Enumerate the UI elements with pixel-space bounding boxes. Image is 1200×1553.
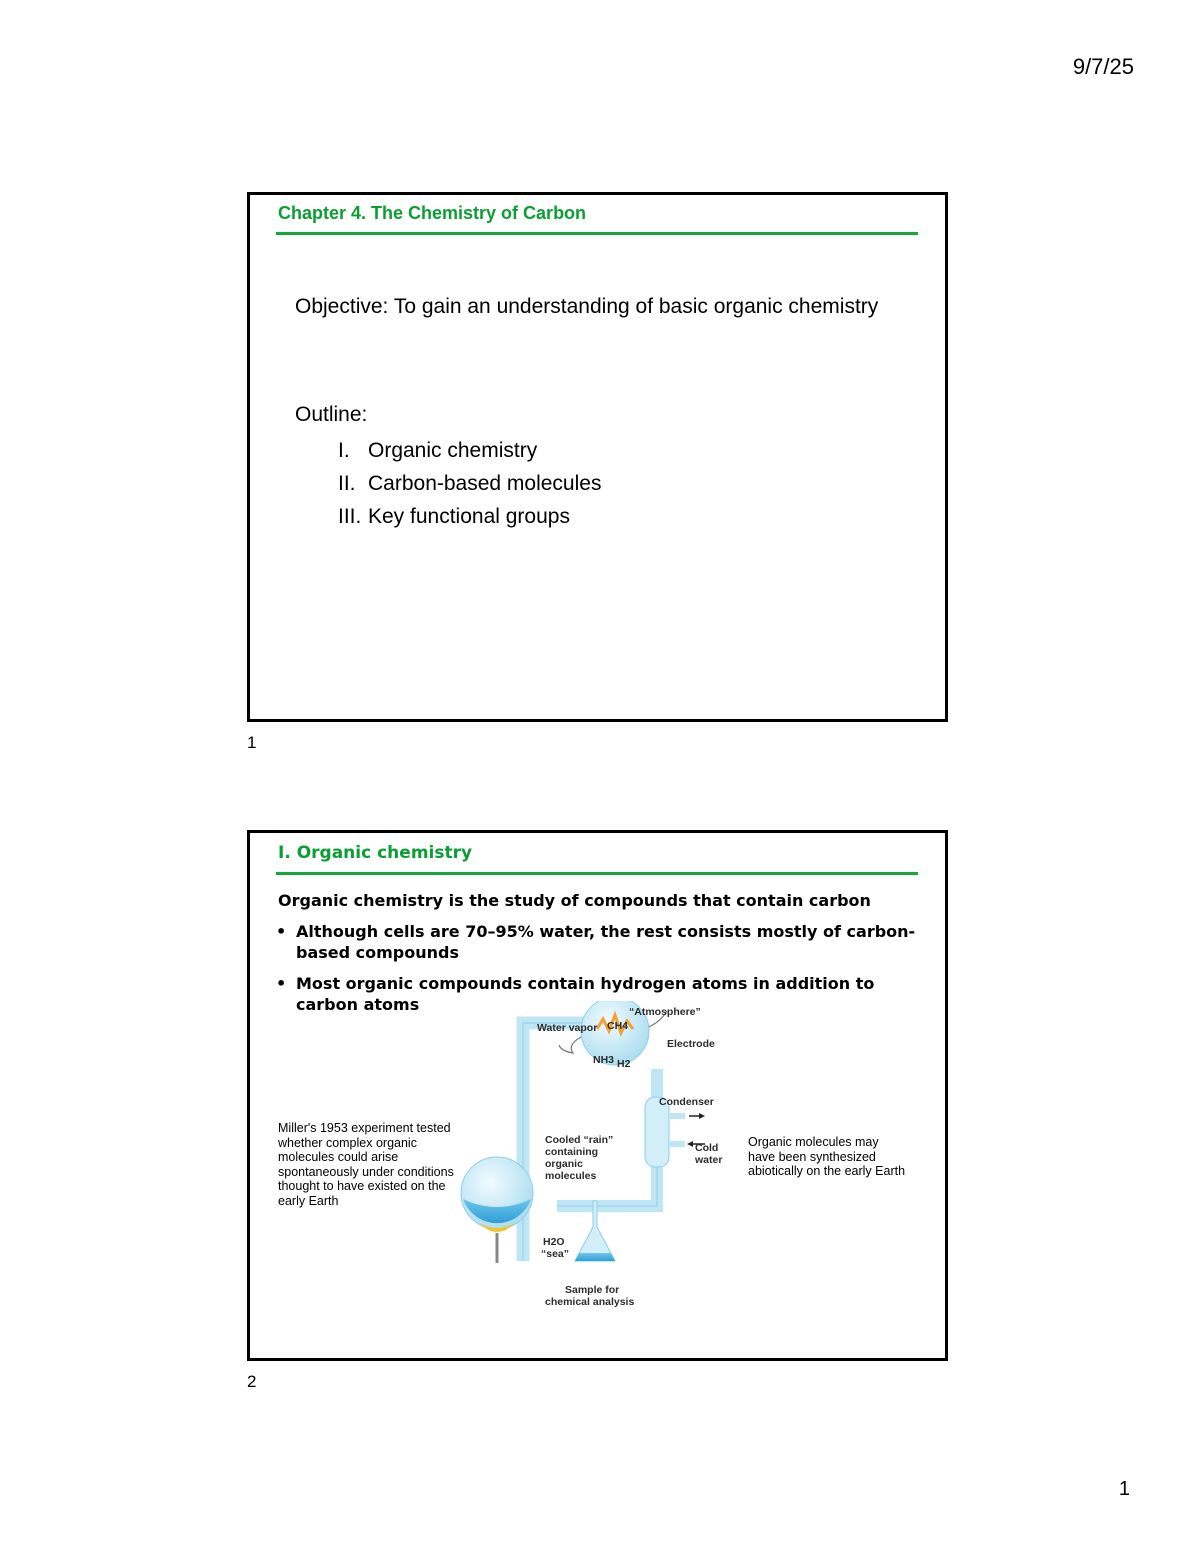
water-vapor-label: Water vapor xyxy=(537,1022,598,1034)
cooled-rain-label: molecules xyxy=(545,1170,597,1182)
outline-item-text: Organic chemistry xyxy=(368,439,538,462)
outline-item-number: II. xyxy=(338,472,356,495)
slide-1-number: 1 xyxy=(247,733,257,752)
slide-2 xyxy=(247,830,948,1361)
slide-2-title: I. Organic chemistry xyxy=(278,843,473,863)
title-rule xyxy=(276,872,918,875)
bullet-dot: • xyxy=(276,922,287,941)
sea-label: “sea” xyxy=(541,1248,570,1260)
title-rule xyxy=(276,232,918,235)
slide-2-number: 2 xyxy=(247,1372,257,1391)
page-number: 1 xyxy=(1118,1478,1130,1500)
condenser-label: Condenser xyxy=(659,1096,714,1108)
miller-apparatus-figure xyxy=(457,1001,747,1319)
condenser-outlet xyxy=(669,1113,685,1119)
cold-water-arrowhead xyxy=(687,1141,693,1147)
cold-water-label: Cold xyxy=(695,1142,719,1154)
nh3-label: NH3 xyxy=(593,1054,615,1066)
outlet-arrowhead xyxy=(699,1113,705,1119)
bullet-dot: • xyxy=(276,974,287,993)
electrode-wire-left xyxy=(559,1037,581,1053)
sample-label: Sample for xyxy=(565,1284,620,1296)
bullet-item xyxy=(276,921,926,963)
objective-text: Objective: To gain an understanding of basic organic chemistry xyxy=(295,295,879,318)
outline-item-number: III. xyxy=(338,505,362,528)
ch4-label: CH4 xyxy=(607,1020,629,1032)
outline-item-text: Key functional groups xyxy=(368,505,570,528)
h2-label: H2 xyxy=(617,1058,631,1070)
lead-text: Organic chemistry is the study of compounds that contain carbon xyxy=(278,891,871,910)
atmosphere-label: “Atmosphere” xyxy=(629,1006,701,1018)
caption-right: Organic molecules may have been synthesized abiotically on the early Earth xyxy=(748,1135,906,1178)
outline-item xyxy=(338,439,601,472)
h2o-label: H2O xyxy=(543,1236,565,1248)
bullet-text: Although cells are 70–95% water, the rest consists mostly of carbon-based compounds xyxy=(296,922,916,962)
electrode-label: Electrode xyxy=(667,1038,715,1050)
cooled-rain-label: organic xyxy=(545,1158,583,1170)
caption-left: Miller's 1953 experiment tested whether complex organic molecules could arise spontaneously under conditions thought to have existed on the early Earth xyxy=(278,1121,454,1208)
bullet-text: Most organic compounds contain hydrogen atoms in addition to carbon atoms xyxy=(296,974,875,1014)
outline-item-text: Carbon-based molecules xyxy=(368,472,602,495)
cold-water-label: water xyxy=(695,1154,723,1166)
slide-1 xyxy=(247,192,948,722)
outline-list xyxy=(338,439,601,538)
outline-item xyxy=(338,472,601,505)
slide-1-title: Chapter 4. The Chemistry of Carbon xyxy=(278,203,587,223)
outline-item xyxy=(338,505,601,538)
outline-label: Outline: xyxy=(295,403,368,426)
cooled-rain-label: Cooled “rain” xyxy=(545,1134,614,1146)
page-date: 9/7/25 xyxy=(1072,54,1134,79)
outline-item-number: I. xyxy=(338,439,350,462)
sample-liquid xyxy=(575,1253,615,1261)
cooled-rain-label: containing xyxy=(545,1146,599,1158)
sample-label: chemical analysis xyxy=(545,1296,635,1308)
condenser-inlet xyxy=(669,1141,685,1147)
